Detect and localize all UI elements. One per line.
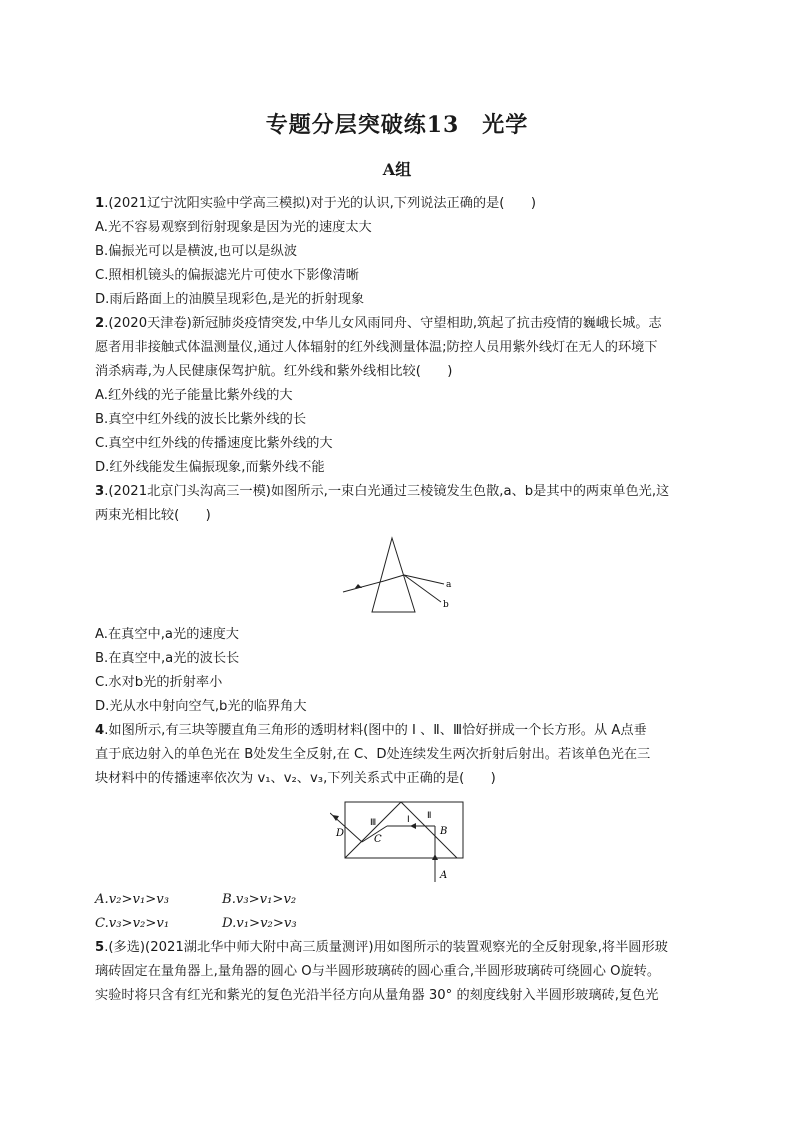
- option-1c: C.照相机镜头的偏振滤光片可使水下影像清晰: [95, 268, 359, 283]
- label-iii: Ⅲ: [370, 818, 377, 828]
- label-i: I: [407, 815, 410, 825]
- group-heading: A组: [382, 160, 412, 179]
- question-2-stem-line-2: 愿者用非接触式体温测量仪,通过人体辐射的红外线测量体温;防控人员用紫外线灯在无人的环境下: [95, 340, 658, 355]
- question-text: .如图所示,有三块等腰直角三角形的透明材料(图中的 Ⅰ 、Ⅱ、Ⅲ恰好拼成一个长方形。从 A点垂: [104, 723, 647, 738]
- question-text: 用如图所示的装置观察光的全反射现象,将半圆形玻: [373, 940, 668, 955]
- page-title: 专题分层突破练13 光学: [265, 112, 529, 138]
- question-source: .(多选)(2021湖北华中师大附中高三质量测评): [104, 940, 374, 955]
- question-4-stem-line-3: 块材料中的传播速率依次为 v₁、v₂、v₃,下列关系式中正确的是( ): [95, 771, 496, 786]
- question-source: .(2021辽宁沈阳实验中学高三模拟): [104, 196, 311, 211]
- question-number: 1: [95, 196, 105, 211]
- option-1b: B.偏振光可以是横波,也可以是纵波: [95, 244, 298, 259]
- label-a-point: A: [440, 870, 448, 881]
- question-3-stem-line-2: 两束光相比较( ): [95, 508, 211, 523]
- option-2d: D.红外线能发生偏振现象,而紫外线不能: [95, 460, 325, 475]
- refracted-ray: [384, 575, 404, 581]
- question-source: .(2020天津卷): [104, 316, 192, 331]
- option-2a: A.红外线的光子能量比紫外线的大: [95, 388, 293, 403]
- option-3a: A.在真空中,a光的速度大: [95, 627, 239, 642]
- question-2-stem-line-1: [95, 313, 705, 335]
- option-2b: B.真空中红外线的波长比紫外线的长: [95, 412, 307, 427]
- arrow-icon: [355, 584, 362, 588]
- option-3d: D.光从水中射向空气,b光的临界角大: [95, 699, 307, 714]
- question-number: 4: [95, 723, 105, 738]
- question-text: 对于光的认识,下列说法正确的是( ): [310, 196, 536, 211]
- label-d-point: D: [336, 828, 345, 839]
- option-2c: C.真空中红外线的传播速度比紫外线的大: [95, 436, 333, 451]
- question-5-stem-line-3: 实验时将只含有红光和紫光的复色光沿半径方向从量角器 30° 的刻度线射入半圆形玻璃砖,复色光: [95, 988, 659, 1003]
- label-ii: Ⅱ: [427, 811, 432, 821]
- question-2-stem-line-3: 消杀病毒,为人民健康保驾护航。红外线和紫外线相比较( ): [95, 364, 453, 379]
- label-b-point: B: [440, 826, 448, 837]
- question-text: 如图所示,一束白光通过三棱镜发生色散,a、b是其中的两束单色光,这: [270, 484, 670, 499]
- option-4d: D.v₁>v₂>v₃: [222, 916, 297, 931]
- question-number: 5: [95, 940, 105, 955]
- option-3b: B.在真空中,a光的波长长: [95, 651, 240, 666]
- question-4-stem-line-2: 直于底边射入的单色光在 B处发生全反射,在 C、D处连续发生两次折射后射出。若该单色光在三: [95, 747, 651, 762]
- prism-triangle: [372, 538, 415, 612]
- question-5-stem-line-1: [95, 937, 705, 959]
- question-number: 2: [95, 316, 105, 331]
- prism-figure: [340, 532, 470, 617]
- question-text: 新冠肺炎疫情突发,中华儿女风雨同舟、守望相助,筑起了抗击疫情的巍峨长城。志: [191, 316, 662, 331]
- diagonal-left: [345, 802, 401, 858]
- question-source: .(2021北京门头沟高三一模): [104, 484, 271, 499]
- question-5-stem-line-2: 璃砖固定在量角器上,量角器的圆心 O与半圆形玻璃砖的圆心重合,半圆形玻璃砖可绕圆心 O旋转。: [95, 964, 661, 979]
- question-4-stem-line-1: [95, 720, 705, 742]
- option-4a: A.v₂>v₁>v₃: [95, 892, 170, 907]
- label-c-point: C: [374, 834, 382, 845]
- question-3-stem-line-1: [95, 481, 705, 503]
- option-1a: A.光不容易观察到衍射现象是因为光的速度太大: [95, 220, 372, 235]
- label-b: b: [443, 600, 449, 610]
- rectangle-prisms-figure: [330, 796, 470, 884]
- option-1d: D.雨后路面上的油膜呈现彩色,是光的折射现象: [95, 292, 365, 307]
- arrow-up-icon: [432, 854, 438, 860]
- option-4c: C.v₃>v₂>v₁: [95, 916, 170, 931]
- question-number: 3: [95, 484, 105, 499]
- label-a: a: [446, 580, 452, 590]
- question-1-stem: [95, 193, 705, 215]
- option-3c: C.水对b光的折射率小: [95, 675, 223, 690]
- option-4b: B.v₃>v₁>v₂: [222, 892, 297, 907]
- arrow-left-icon: [410, 823, 416, 829]
